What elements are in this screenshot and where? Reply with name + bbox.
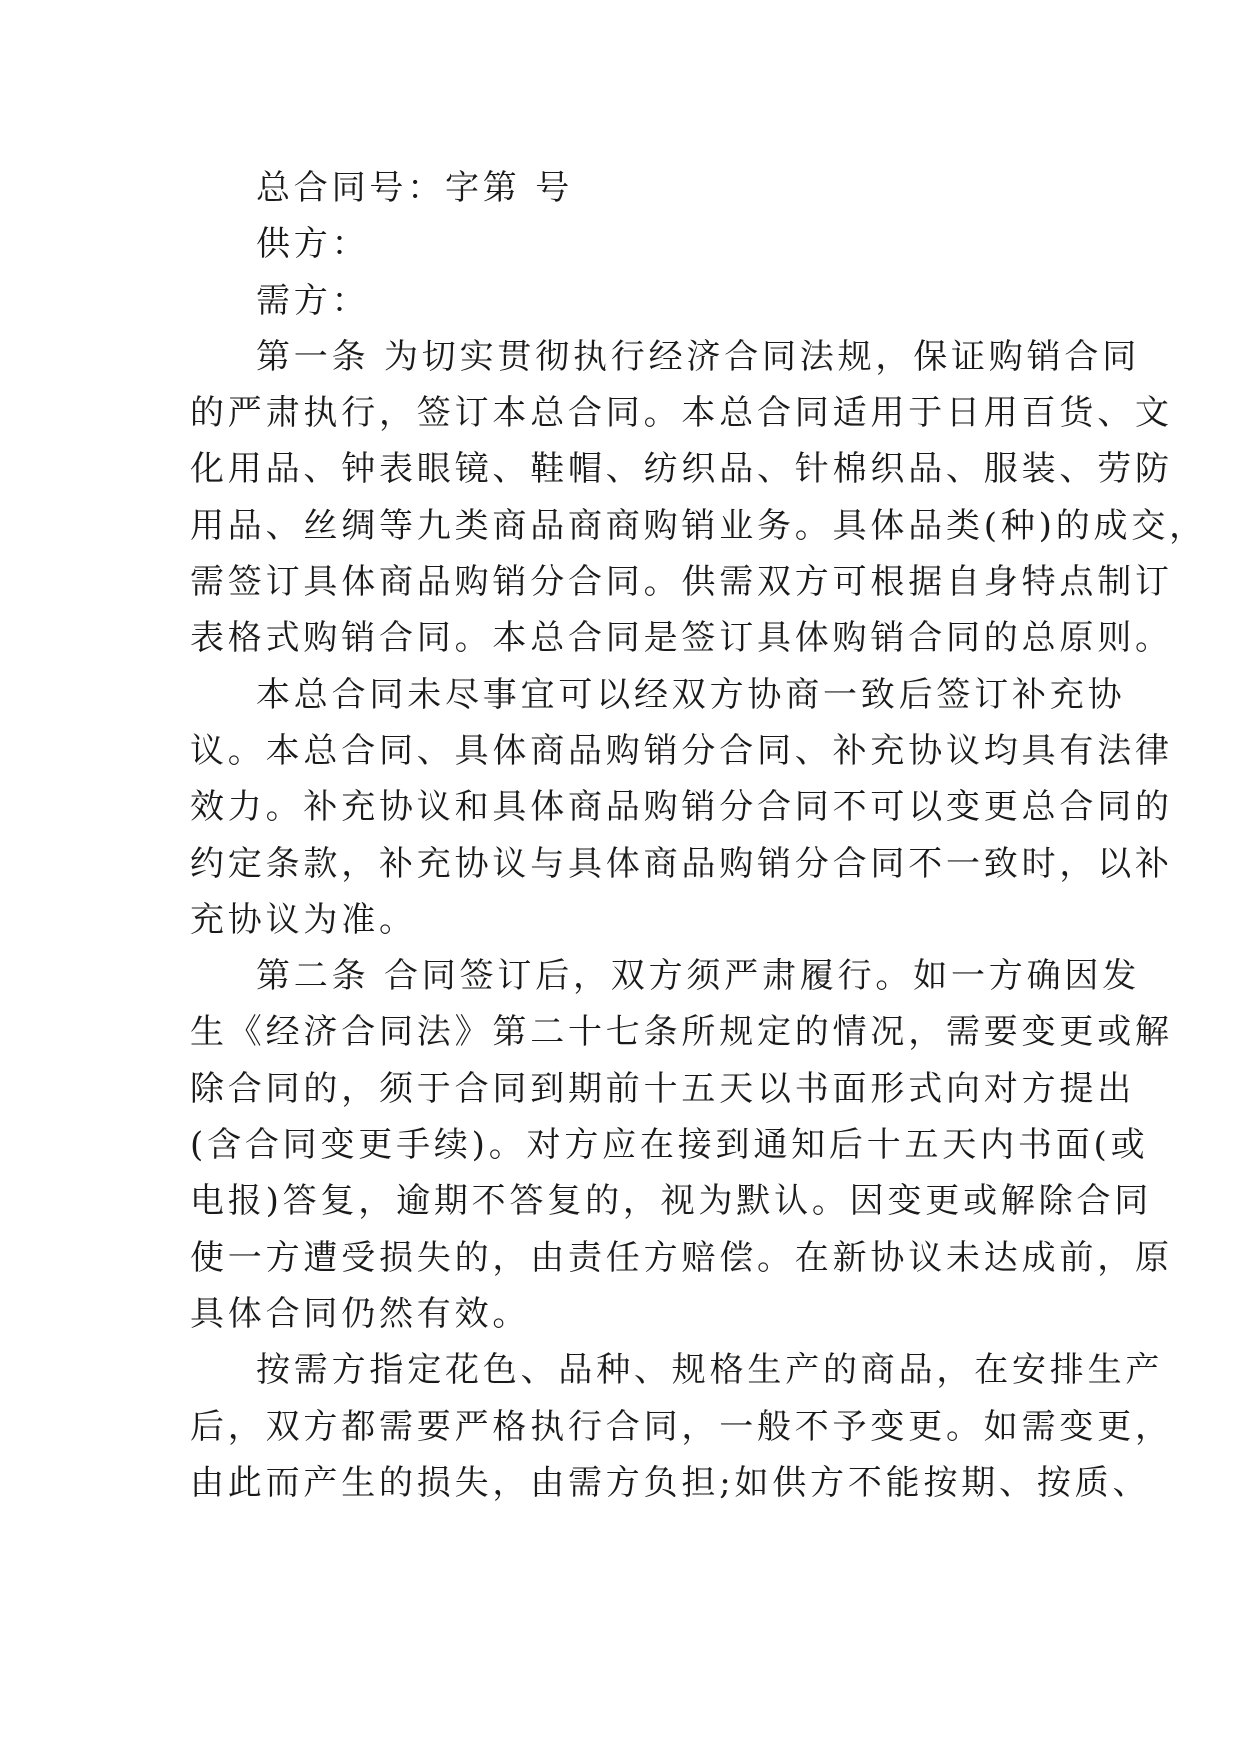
paragraph-article-1 (190, 329, 1207, 667)
paragraph-line: 由此而产生的损失，由需方负担;如供方不能按期、按质、 (190, 1462, 1151, 1503)
supplier-line: 供方： (256, 224, 370, 265)
paragraph-line: 除合同的，须于合同到期前十五天以书面形式向对方提出 (190, 1068, 1135, 1109)
document-body (190, 160, 1207, 1511)
paragraph-line: 具体合同仍然有效。 (190, 1293, 531, 1334)
paragraph-line: 用品、丝绸等九类商品商商购销业务。具体品类(种)的成交， (190, 505, 1207, 546)
paragraph-line: 的严肃执行，签订本总合同。本总合同适用于日用百货、文 (190, 393, 1173, 434)
paragraph-line: 议。本总合同、具体商品购销分合同、补充协议均具有法律 (190, 730, 1173, 771)
contract-number-line: 总合同号：字第 号 (256, 168, 574, 208)
paragraph-line: (含合同变更手续)。对方应在接到通知后十五天内书面(或 (190, 1125, 1149, 1166)
paragraph-line: 充协议为准。 (190, 899, 417, 940)
paragraph-line: 后，双方都需要严格执行合同，一般不予变更。如需变更， (190, 1406, 1173, 1447)
paragraph-line: 表格式购销合同。本总合同是签订具体购销合同的总原则。 (190, 618, 1173, 659)
paragraph-line: 生《经济合同法》第二十七条所规定的情况，需要变更或解 (190, 1012, 1173, 1053)
paragraph-custom-order (190, 1342, 1173, 1511)
paragraph-line: 本总合同未尽事宜可以经双方协商一致后签订补充协 (256, 674, 1126, 715)
buyer-line: 需方： (256, 280, 370, 321)
paragraph-line: 约定条款，补充协议与具体商品购销分合同不一致时，以补 (190, 843, 1173, 884)
paragraph-line: 需签订具体商品购销分合同。供需双方可根据自身特点制订 (190, 562, 1173, 603)
paragraph-line: 效力。补充协议和具体商品购销分合同不可以变更总合同的 (190, 787, 1173, 828)
paragraph-line: 按需方指定花色、品种、规格生产的商品，在安排生产 (256, 1350, 1164, 1391)
paragraph-article-2 (190, 948, 1173, 1342)
paragraph-line: 电报)答复，逾期不答复的，视为默认。因变更或解除合同 (190, 1181, 1153, 1222)
paragraph-supplement (190, 667, 1173, 948)
paragraph-line: 使一方遭受损失的，由责任方赔偿。在新协议未达成前，原 (190, 1237, 1173, 1278)
paragraph-line: 第二条 合同签订后，双方须严肃履行。如一方确因发 (256, 956, 1141, 997)
paragraph-line: 第一条 为切实贯彻执行经济合同法规，保证购销合同 (256, 336, 1141, 377)
paragraph-line: 化用品、钟表眼镜、鞋帽、纺织品、针棉织品、服装、劳防 (190, 449, 1173, 490)
